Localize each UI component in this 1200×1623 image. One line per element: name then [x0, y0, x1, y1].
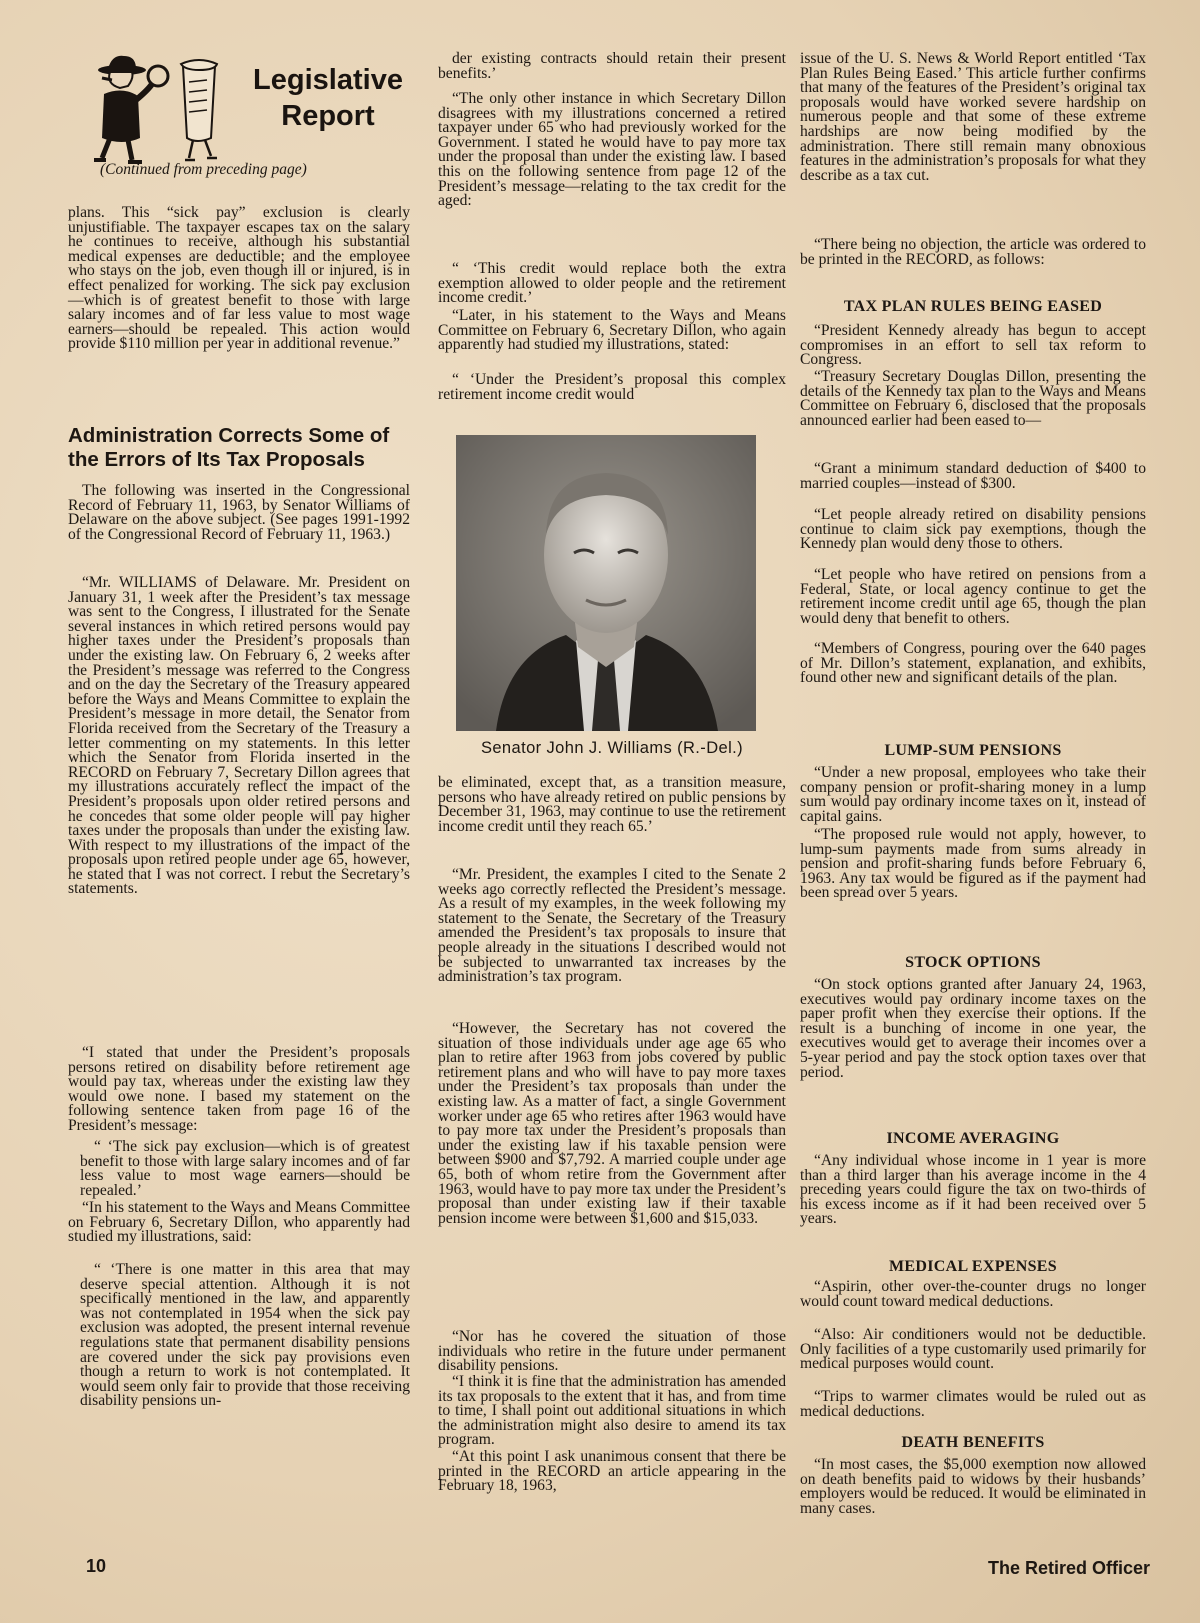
paragraph: “On stock options granted after January 24, 1963, executives would pay ordinary income taxes on the paper profit when they exercise their options. If the result is a bunching of income in one year, the executives would get to average their incomes over a 5-year period and pay the stock option taxes over that period.	[800, 976, 1146, 1081]
paragraph: “Treasury Secretary Douglas Dillon, presenting the details of the Kennedy tax plan to the Ways and Means Committee on February 6, disclosed that the proposals announced earlier had been eased to—	[800, 368, 1146, 429]
paragraph: “Under a new proposal, employees who take their company pension or profit-sharing money in a lump sum would pay ordinary income taxes on it, instead of capital gains.	[800, 764, 1146, 825]
page-number: 10	[86, 1556, 107, 1576]
masthead-title	[228, 62, 428, 134]
paragraph: “Aspirin, other over-the-counter drugs no longer would count toward medical deductions.	[800, 1278, 1146, 1310]
paragraph: “Also: Air conditioners would not be deductible. Only facilities of a type customarily used primarily for medical purposes would count.	[800, 1326, 1146, 1373]
paragraph: The following was inserted in the Congressional Record of February 11, 1963, by Senator Williams of Delaware on the above subject. (See pages 1991-1992 of the Congressional Record of February 11, 1963.)	[68, 482, 410, 543]
paragraph: “Nor has he covered the situation of those individuals who retire in the future under permanent disability pensions.	[438, 1328, 786, 1375]
paragraph: plans. This “sick pay” exclusion is clearly unjustifiable. The taxpayer escapes tax on the salary he continues to receive, although his substantial medical expenses are deductible; and the employee who stays on the job, even though ill or injured, is in effect penalized for working. The sick pay exclusion—which is of greatest benefit to those with large salary incomes and of far less value to most wage earners—should be repealed. This action would provide $110 million per year in additional revenue.”	[68, 204, 410, 353]
subheading: INCOME AVERAGING	[886, 1130, 1060, 1147]
paragraph: “The proposed rule would not apply, however, to lump-sum payments made from sums already in pension and profit-sharing funds before February 6, 1963. Any tax would be figured as if the payment had been spread over 5 years.	[800, 826, 1146, 902]
subheading: MEDICAL EXPENSES	[889, 1258, 1057, 1275]
photo-caption: Senator John J. Williams (R.-Del.)	[480, 739, 744, 757]
continued-note: (Continued from preceding page)	[100, 161, 307, 178]
paragraph: “Let people already retired on disability pensions continue to claim sick pay exemptions, though the Kennedy plan would deny those to others.	[800, 506, 1146, 553]
quote-paragraph: “ ‘The sick pay exclusion—which is of greatest benefit to those with large salary incomes and of far less value to most wage earners—should be repealed.’	[80, 1138, 410, 1199]
paragraph: “Any individual whose income in 1 year is more than a third larger than his average income in the 4 preceding years could figure the tax on two-thirds of his excess income as if it had been received over 5 years.	[800, 1152, 1146, 1228]
paragraph: “ ‘Under the President’s proposal this complex retirement income credit would	[438, 371, 786, 403]
subheading: TAX PLAN RULES BEING EASED	[843, 298, 1103, 315]
senator-photo	[456, 435, 756, 731]
scroll-icon	[175, 58, 225, 168]
paragraph: “Members of Congress, pouring over the 640 pages of Mr. Dillon’s statement, explanation, and exhibits, found other new and significant details of the plan.	[800, 640, 1146, 687]
paragraph: der existing contracts should retain their present benefits.’	[438, 50, 786, 82]
masthead-title-line2: Report	[281, 100, 375, 132]
paragraph: “President Kennedy already has begun to accept compromises in an effort to sell tax reform to Congress.	[800, 322, 1146, 369]
paragraph: “In his statement to the Ways and Means Committee on February 6, Secretary Dillon, who apparently had studied my illustrations, said:	[68, 1199, 410, 1246]
paragraph: “Let people who have retired on pensions from a Federal, State, or local agency continue to get the retirement income credit until age 65, though the plan would deny that benefit to others.	[800, 566, 1146, 627]
paragraph: “There being no objection, the article was ordered to be printed in the RECORD, as follows:	[800, 236, 1146, 268]
paragraph: “However, the Secretary has not covered the situation of those individuals under age age 65 who plan to retire after 1963 from jobs covered by public retirement plans and who will have to pay more taxes under the President’s tax proposals than under the existing law. As a matter of fact, a single Government worker under age 65 who retires after 1963 would have to pay more tax under the President’s proposals than under the existing law if his taxable pension were between $900 and $7,792. A married couple under age 65, both of whom retire from the Government after 1963, would have to pay more tax under the President’s proposal than under existing law if their taxable pension income were between $1,600 and $15,033.	[438, 1020, 786, 1227]
paragraph: be eliminated, except that, as a transition measure, persons who have already retired on public pensions by December 31, 1963, may continue to use the retirement income credit until they reach 65.’	[438, 774, 786, 835]
paragraph: “I think it is fine that the administration has amended its tax proposals to the extent that it has, and from time to time, I shall point out additional situations in which the administration might also desire to amend its tax program.	[438, 1373, 786, 1449]
paragraph: issue of the U. S. News & World Report entitled ‘Tax Plan Rules Being Eased.’ This article further confirms that many of the features of the President’s original tax proposals would have worked severe hardship on numerous people and that some of these extreme hardships are now being modified by the administration. There still remain many obnoxious features in the administration’s proposals for what they describe as a tax cut.	[800, 50, 1146, 184]
paragraph: “Mr. WILLIAMS of Delaware. Mr. President on January 31, 1 week after the President’s tax message was sent to the Congress, I illustrated for the Senate several instances in which retired persons would pay higher taxes under the President’s proposals than under the existing law. On February 6, 2 weeks after the President’s message was referred to the Congress and on the day the Secretary of the Treasury appeared before the Ways and Means Committee to explain the President’s message in more detail, the Senator from Florida received from the Secretary of the Treasury a letter commenting on my statements. In this letter which the Senator from Florida inserted in the RECORD on February 7, Secretary Dillon agrees that my illustrations accurately reflect the impact of the President’s proposals upon older retired persons and he concedes that some older people will pay higher taxes under the proposals than under the existing law. With respect to my illustrations of the impact of the proposals upon retired people under age 65, however, he stated that I was not correct. I rebut the Secretary’s statements.	[68, 574, 410, 898]
paragraph: “Later, in his statement to the Ways and Means Committee on February 6, Secretary Dillon, who again apparently had studied my illustrations, stated:	[438, 307, 786, 354]
paragraph: “In most cases, the $5,000 exemption now allowed on death benefits paid to widows by their husbands’ employers would be reduced. It would be eliminated in many cases.	[800, 1456, 1146, 1517]
paragraph: “The only other instance in which Secretary Dillon disagrees with my illustrations concerned a retired taxpayer under 65 who had previously worked for the Government. I stated he would have to pay more tax under the proposal than under the existing law. I based this on the following sentence from page 12 of the President’s message—relating to the tax credit for the aged:	[438, 90, 786, 210]
paragraph: “At this point I ask unanimous consent that there be printed in the RECORD an article appearing in the February 18, 1963,	[438, 1448, 786, 1495]
paragraph: “Mr. President, the examples I cited to the Senate 2 weeks ago correctly reflected the President’s message. As a result of my examples, in the week following my statement to the Senate, the Secretary of the Treasury amended the President’s tax proposals to insure that people already in the situations I described would not be subjected to unwarranted tax increases by the administration’s tax program.	[438, 866, 786, 986]
article-heading: Administration Corrects Some of the Errors of Its Tax Proposals	[68, 424, 390, 471]
masthead-title-line1: Legislative	[253, 64, 403, 96]
quote-paragraph: “ ‘There is one matter in this area that may deserve special attention. Although it is not specifically mentioned in the law, and apparently was not contemplated in 1954 when the sick pay exclusion was adopted, the present internal revenue regulations state that permanent disability pensions are covered under the sick pay provisions even though a return to work is not contemplated. It would seem only fair to provide that those receiving disability pensions un-	[80, 1261, 410, 1410]
publication-title: The Retired Officer	[987, 1558, 1150, 1578]
paragraph: “ ‘This credit would replace both the extra exemption allowed to older people and the retirement income credit.’	[438, 260, 786, 307]
paragraph: “Trips to warmer climates would be ruled out as medical deductions.	[800, 1388, 1146, 1420]
subheading: LUMP-SUM PENSIONS	[884, 742, 1062, 759]
paragraph: “Grant a minimum standard deduction of $400 to married couples—instead of $300.	[800, 460, 1146, 492]
subheading: STOCK OPTIONS	[905, 954, 1041, 971]
subheading: DEATH BENEFITS	[901, 1434, 1045, 1451]
paragraph: “I stated that under the President’s proposals persons retired on disability before retirement age would pay tax, whereas under the existing law they would owe none. I based my statement on the following sentence taken from page 16 of the President’s message:	[68, 1044, 410, 1134]
